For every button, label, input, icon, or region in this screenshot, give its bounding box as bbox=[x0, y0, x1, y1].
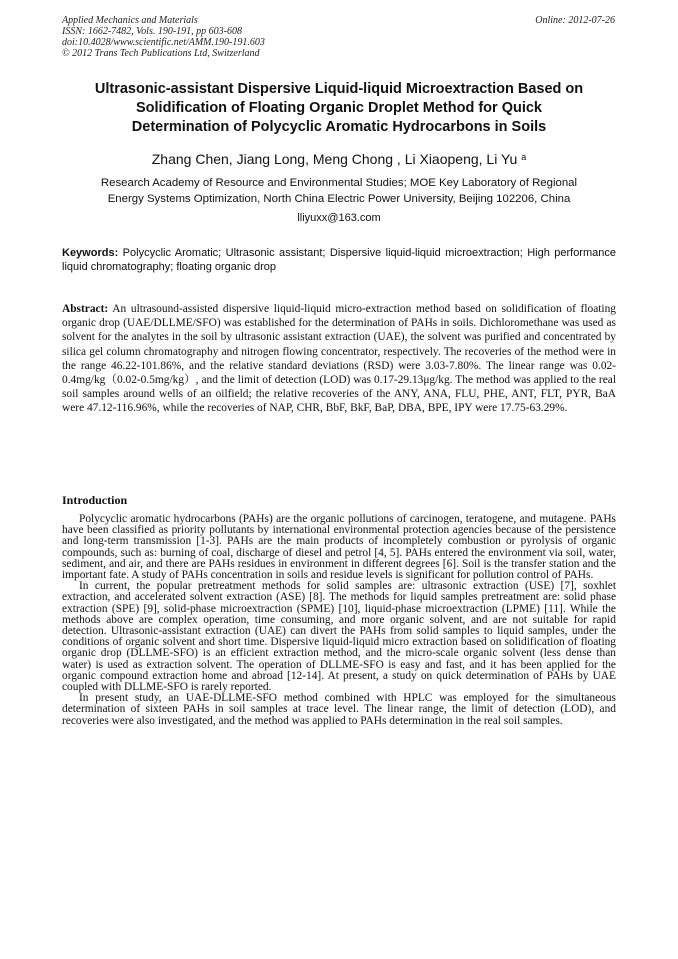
title-line: Solidification of Floating Organic Droplet Method for Quick bbox=[136, 100, 542, 116]
section-heading-introduction: Introduction bbox=[62, 493, 128, 507]
introduction-body bbox=[62, 514, 616, 727]
affiliation-line: Research Academy of Resource and Environmental Studies; MOE Key Laboratory of Regional bbox=[100, 177, 578, 189]
affiliation bbox=[62, 175, 616, 207]
online-date: Online: 2012-07-26 bbox=[535, 15, 615, 26]
abstract-block bbox=[62, 302, 616, 416]
issn-line: ISSN: 1662-7482, Vols. 190-191, pp 603-608 bbox=[62, 26, 242, 37]
author-names: Zhang Chen, Jiang Long, Meng Chong , Li Xiaopeng, Li Yu bbox=[151, 151, 518, 167]
keywords-label: Keywords: bbox=[62, 247, 119, 259]
intro-paragraph: In present study, an UAE-DLLME-SFO method combined with HPLC was employed for the simultaneous determination of sixteen PAHs in soil samples at trace level. The linear range, the limit of detection (LOD), and recoveries were also investigated, and the method was applied to PAHs determination in the real soil samples. bbox=[62, 692, 616, 727]
intro-paragraph: Polycyclic aromatic hydrocarbons (PAHs) are the organic pollutions of carcinogen, teratogene, and mutagene. PAHs have been classified as priority pollutants by international environmental protection agencies because of the persistence and long-term transmission [1-3]. PAHs are the main products of incompletely combustion or pyrolysis of organic compounds, such as: burning of coal, discharge of diesel and petrol [4, 5]. PAHs entered the environment via soil, water, sediment, and air, and there are PAHs residues in environment in different degrees [6]. Soil is the transfer station and the important fate. A study of PAHs concentration in soils and residue levels is significant for pollution control of PAHs. bbox=[62, 513, 616, 582]
journal-header bbox=[62, 15, 265, 59]
affiliation-line: Energy Systems Optimization, North China Electric Power University, Beijing 102206, China bbox=[107, 193, 571, 205]
abstract-label: Abstract: bbox=[62, 303, 109, 315]
abstract-text: An ultrasound-assisted dispersive liquid-liquid micro-extraction method based on solidification of floating organic drop (UAE/DLLME/SFO) was established for the determination of PAHs in soils. Dichloromethane was used as solvent for the analytes in the soil by ultrasonic assistant extraction (UAE), the solvent was purified and concentrated by silica gel column chromatography and nitrogen flowing concentrator, respectively. The recoveries of the method were in the range 46.22-101.86%, and the relative standard deviations (RSD) were 3.03-7.80%. The linear range was 0.02-0.4mg/kg（0.02-0.5mg/kg）, and the limit of detection (LOD) was 0.17-29.13μg/kg. The method was applied to the real soil samples around wells of an oilfield; the relative recoveries of the ANY, ANA, FLU, PHE, ANT, FLT, PYR, BaA were 47.12-116.96%, while the recoveries of NAP, CHR, BbF, BkF, BaP, DBA, BPE, IPY were 17.75-63.29%. bbox=[62, 303, 616, 415]
title-line: Determination of Polycyclic Aromatic Hydrocarbons in Soils bbox=[131, 119, 547, 135]
title-line: Ultrasonic-assistant Dispersive Liquid-liquid Microextraction Based on bbox=[94, 81, 584, 97]
doi-line: doi:10.4028/www.scientific.net/AMM.190-191.603 bbox=[62, 37, 265, 48]
copyright-line: © 2012 Trans Tech Publications Ltd, Switzerland bbox=[62, 48, 260, 59]
keywords-block bbox=[62, 246, 616, 274]
paper-title bbox=[62, 80, 616, 137]
keywords-text: Polycyclic Aromatic; Ultrasonic assistant; Dispersive liquid-liquid microextraction; High performance liquid chromatography; floating organic drop bbox=[62, 247, 616, 273]
journal-name: Applied Mechanics and Materials bbox=[62, 15, 198, 26]
contact-email: lliyuxx@163.com bbox=[297, 212, 381, 224]
author-list bbox=[62, 150, 616, 168]
author-superscript: a bbox=[521, 152, 527, 162]
intro-paragraph: In current, the popular pretreatment methods for solid samples are: ultrasonic extraction (USE) [7], soxhlet extraction, and accelerated solvent extraction (ASE) [8]. The methods for liquid samples pretreatment are: solid phase extraction (SPE) [9], solid-phase microextraction (SPME) [10], liquid-phase microextraction (LPME) [11]. While the methods above are complex operation, time consuming, and more organic solvent, and are not suitable for rapid detection. Ultrasonic-assistant extraction (UAE) can divert the PAHs from solid samples to liquid samples, under the conditions of organic solvent and short time. Dispersive liquid-liquid micro extraction based on solidification of floating organic drop (DLLME-SFO) is an efficient extraction method, and the micro-scale organic solvent (less dense than water) is used as extraction solvent. The operation of DLLME-SFO is easy and fast, and it has been applied for the organic compound extraction home and abroad [12-14]. At present, a study on quick determination of PAHs by UAE coupled with DLLME-SFO is rarely reported. bbox=[62, 580, 616, 694]
